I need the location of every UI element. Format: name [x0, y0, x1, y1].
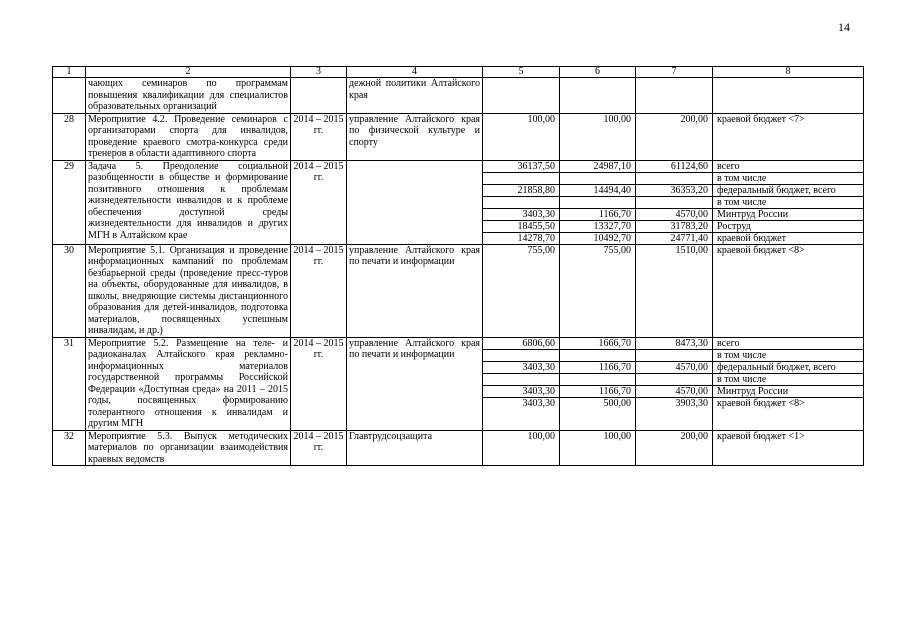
funding-source: Роструд: [713, 220, 863, 232]
col-header: 3: [291, 67, 347, 78]
funding-line: [483, 232, 559, 244]
value-2015-cell: [560, 337, 636, 430]
funding-line: [713, 431, 863, 442]
value-2015: 24987,10: [560, 161, 635, 173]
value-2015: 10492,70: [593, 232, 631, 244]
funding-line: [560, 397, 635, 409]
col-header: 5: [483, 67, 560, 78]
funding-line: [636, 385, 712, 397]
funding-source: в том числе: [713, 373, 863, 385]
value-total: 3903,30: [675, 397, 708, 409]
funding-line: [560, 338, 635, 350]
funding-subtable: [483, 431, 559, 442]
row-number: [53, 78, 86, 114]
table-row: [53, 160, 864, 244]
table-row: [53, 430, 864, 466]
value-2014: [483, 373, 559, 385]
activity-name: Задача 5. Преодоление социальной разобщенности в обществе и формирование позитивного отношения к проблемам жизнедеятельности инвалидов и к проблеме обеспечения доступной среды жизнедеятельности для инвалидов и других МГН в Алтайском крае: [86, 160, 291, 244]
funding-subtable: [560, 114, 635, 125]
activity-name: чающих семинаров по программам повышения квалификации для специалистов образовательных организаций: [86, 78, 291, 114]
page-number: 14: [838, 20, 850, 34]
value-total-cell: [636, 113, 713, 160]
funding-line: [483, 431, 559, 442]
funding-source: краевой бюджет <7>: [717, 113, 805, 125]
value-total-cell: [636, 78, 713, 114]
value-2015: 13327,70: [560, 220, 635, 232]
funding-line: [560, 232, 635, 244]
funding-line: [560, 361, 635, 373]
funding-line: [560, 431, 635, 442]
funding-line: [713, 373, 863, 385]
executor: управление Алтайского края по печати и информации: [347, 244, 483, 337]
funding-line: [483, 220, 559, 232]
funding-subtable: [483, 114, 559, 125]
value-total: 8473,30: [636, 338, 712, 350]
funding-source: краевой бюджет: [717, 232, 786, 244]
value-2014: 755,00: [527, 244, 555, 256]
funding-subtable: [713, 78, 863, 89]
funding-subtable: [636, 245, 712, 256]
value-2015-cell: [560, 113, 636, 160]
value-total: 4570,00: [636, 361, 712, 373]
value-total: [636, 373, 712, 385]
funding-source: федеральный бюджет, всего: [713, 361, 863, 373]
funding-line: [713, 220, 863, 232]
funding-line: [636, 161, 712, 173]
funding-subtable: [713, 114, 863, 125]
value-total: 4570,00: [636, 385, 712, 397]
funding-line: [483, 338, 559, 350]
funding-line: [713, 208, 863, 220]
activity-name: Мероприятие 5.1. Организация и проведение информационных кампаний по проблемам безбарьерной среды (проведение пресс-туров на объекты, оборудованные для инвалидов, в школы, внедряющие системы дистанционного образования для детей-инвалидов, подготовка материалов, посвященных успешным инвалидам, и др.): [86, 244, 291, 337]
value-2015: 100,00: [603, 113, 631, 125]
funding-line: [713, 196, 863, 208]
funding-source: Минтруд России: [713, 208, 863, 220]
program-table: [52, 66, 864, 466]
value-2015-cell: [560, 78, 636, 114]
value-2014-cell: [483, 113, 560, 160]
value-2014: 100,00: [527, 430, 555, 442]
funding-source: [713, 78, 863, 89]
value-total-cell: [636, 244, 713, 337]
funding-source-cell: [713, 160, 864, 244]
funding-line: [560, 172, 635, 184]
funding-source: краевой бюджет <8>: [717, 244, 805, 256]
funding-source-cell: [713, 430, 864, 466]
funding-line: [636, 361, 712, 373]
col-header: 7: [636, 67, 713, 78]
funding-line: [636, 349, 712, 361]
value-2014-cell: [483, 337, 560, 430]
table-row: [53, 113, 864, 160]
funding-line: [636, 208, 712, 220]
funding-line: [713, 397, 863, 409]
value-2014-cell: [483, 160, 560, 244]
value-2015: 755,00: [603, 244, 631, 256]
funding-line: [713, 361, 863, 373]
table-row: [53, 78, 864, 114]
activity-name: Мероприятие 5.3. Выпуск методических материалов по организации взаимодействия краевых ведомств: [86, 430, 291, 466]
period: [291, 78, 347, 114]
value-2015: 1166,70: [560, 208, 635, 220]
executor: [347, 160, 483, 244]
funding-subtable: [483, 161, 559, 244]
value-total: [636, 78, 712, 89]
period: 2014 – 2015 гг.: [291, 244, 347, 337]
value-2014: [483, 172, 559, 184]
value-2014: [483, 196, 559, 208]
executor: Главтрудсоцзащита: [347, 430, 483, 466]
value-2014: 18455,50: [483, 220, 559, 232]
funding-line: [636, 184, 712, 196]
activity-name: Мероприятие 4.2. Проведение семинаров с организаторами спорта для инвалидов, проведение краевого смотра-конкурса среди тренеров в области адаптивного спорта: [86, 113, 291, 160]
funding-line: [560, 196, 635, 208]
period: 2014 – 2015 гг.: [291, 430, 347, 466]
funding-line: [636, 114, 712, 125]
funding-line: [560, 349, 635, 361]
value-2014-cell: [483, 78, 560, 114]
period: 2014 – 2015 гг.: [291, 337, 347, 430]
value-2015-cell: [560, 160, 636, 244]
funding-line: [483, 172, 559, 184]
value-2014: 21858,80: [483, 184, 559, 196]
activity-name: Мероприятие 5.2. Размещение на теле- и радиоканалах Алтайского края рекламно-информационных материалов государственной программы Российской Федерации «Доступная среда» на 2011 – 2015 годы, посвященных формированию толерантного отношения к инвалидам и другим МГН: [86, 337, 291, 430]
funding-line: [713, 349, 863, 361]
value-2014: 3403,30: [522, 397, 555, 409]
funding-line: [483, 385, 559, 397]
funding-subtable: [636, 338, 712, 409]
value-total-cell: [636, 430, 713, 466]
funding-source-cell: [713, 78, 864, 114]
funding-subtable: [560, 78, 635, 89]
funding-line: [560, 220, 635, 232]
col-header: 4: [347, 67, 483, 78]
funding-subtable: [560, 245, 635, 256]
funding-line: [483, 349, 559, 361]
funding-line: [636, 431, 712, 442]
funding-subtable: [483, 78, 559, 89]
funding-source: в том числе: [713, 172, 863, 184]
executor: управление Алтайского края по печати и информации: [347, 337, 483, 430]
value-total: [636, 172, 712, 184]
funding-subtable: [713, 338, 863, 409]
value-total-cell: [636, 337, 713, 430]
table-row: [53, 244, 864, 337]
funding-line: [560, 245, 635, 256]
funding-subtable: [713, 245, 863, 256]
funding-subtable: [636, 431, 712, 442]
funding-line: [636, 338, 712, 350]
value-2015: 500,00: [603, 397, 631, 409]
funding-subtable: [483, 338, 559, 409]
value-total: 4570,00: [636, 208, 712, 220]
col-header: 2: [86, 67, 291, 78]
funding-line: [636, 397, 712, 409]
funding-line: [713, 232, 863, 244]
value-total-cell: [636, 160, 713, 244]
executor: дежной политики Алтайского края: [347, 78, 483, 114]
col-header: 1: [53, 67, 86, 78]
executor: управление Алтайского края по физической культуре и спорту: [347, 113, 483, 160]
value-2014: 3403,30: [483, 385, 559, 397]
value-2014: [483, 349, 559, 361]
funding-line: [636, 196, 712, 208]
funding-source-cell: [713, 113, 864, 160]
funding-line: [560, 114, 635, 125]
funding-subtable: [560, 431, 635, 442]
funding-line: [713, 245, 863, 256]
funding-source: краевой бюджет <8>: [717, 397, 805, 409]
period: 2014 – 2015 гг.: [291, 113, 347, 160]
value-2015: [560, 196, 635, 208]
value-2014: 14278,70: [517, 232, 555, 244]
funding-subtable: [636, 161, 712, 244]
funding-line: [483, 114, 559, 125]
funding-line: [713, 338, 863, 350]
funding-line: [636, 373, 712, 385]
value-2014: 3403,30: [483, 361, 559, 373]
value-total: 200,00: [680, 430, 708, 442]
value-2015: [560, 349, 635, 361]
value-2015: 100,00: [603, 430, 631, 442]
row-number: 32: [53, 430, 86, 466]
row-number: 29: [53, 160, 86, 244]
header-row: [53, 67, 864, 78]
value-2014: [483, 78, 559, 89]
period: 2014 – 2015 гг.: [291, 160, 347, 244]
funding-subtable: [483, 245, 559, 256]
value-2015: 1166,70: [560, 361, 635, 373]
value-2014: 3403,30: [483, 208, 559, 220]
col-header: 8: [713, 67, 864, 78]
funding-subtable: [636, 78, 712, 89]
value-2015: 1166,70: [560, 385, 635, 397]
funding-subtable: [636, 114, 712, 125]
funding-line: [560, 161, 635, 173]
funding-line: [483, 184, 559, 196]
funding-subtable: [713, 431, 863, 442]
funding-source: в том числе: [713, 349, 863, 361]
funding-source: всего: [713, 161, 863, 173]
value-total: 200,00: [680, 113, 708, 125]
value-total: 31783,20: [636, 220, 712, 232]
funding-source: федеральный бюджет, всего: [713, 184, 863, 196]
funding-line: [636, 232, 712, 244]
funding-source-cell: [713, 244, 864, 337]
funding-line: [483, 373, 559, 385]
value-2015: [560, 78, 635, 89]
row-number: 31: [53, 337, 86, 430]
value-total: [636, 196, 712, 208]
funding-line: [636, 78, 712, 89]
col-header: 6: [560, 67, 636, 78]
value-total: 1510,00: [675, 244, 708, 256]
funding-line: [560, 184, 635, 196]
funding-subtable: [560, 161, 635, 244]
funding-line: [713, 161, 863, 173]
funding-line: [483, 161, 559, 173]
value-2015: 1666,70: [560, 338, 635, 350]
funding-line: [713, 184, 863, 196]
value-2014: 36137,50: [483, 161, 559, 173]
funding-source: в том числе: [713, 196, 863, 208]
funding-line: [713, 172, 863, 184]
funding-source: всего: [713, 338, 863, 350]
funding-line: [636, 220, 712, 232]
value-2015: 14494,40: [560, 184, 635, 196]
funding-subtable: [560, 338, 635, 409]
funding-line: [560, 373, 635, 385]
value-2014: 100,00: [527, 113, 555, 125]
funding-source: Минтруд России: [713, 385, 863, 397]
funding-line: [483, 196, 559, 208]
row-number: 28: [53, 113, 86, 160]
value-2014-cell: [483, 430, 560, 466]
funding-line: [483, 361, 559, 373]
value-total: 61124,60: [636, 161, 712, 173]
value-total: 36353,20: [636, 184, 712, 196]
value-2015-cell: [560, 430, 636, 466]
funding-line: [713, 78, 863, 89]
funding-subtable: [713, 161, 863, 244]
value-2014-cell: [483, 244, 560, 337]
table-row: [53, 337, 864, 430]
row-number: 30: [53, 244, 86, 337]
funding-source: краевой бюджет <1>: [717, 430, 805, 442]
value-2014: 6806,60: [483, 338, 559, 350]
funding-line: [560, 385, 635, 397]
funding-line: [483, 208, 559, 220]
funding-line: [560, 208, 635, 220]
value-total: [636, 349, 712, 361]
value-2015: [560, 172, 635, 184]
funding-line: [483, 397, 559, 409]
funding-source-cell: [713, 337, 864, 430]
funding-line: [483, 78, 559, 89]
funding-line: [636, 172, 712, 184]
funding-line: [483, 245, 559, 256]
funding-line: [713, 385, 863, 397]
value-2015-cell: [560, 244, 636, 337]
funding-line: [560, 78, 635, 89]
value-total: 24771,40: [670, 232, 708, 244]
funding-line: [713, 114, 863, 125]
funding-line: [636, 245, 712, 256]
value-2015: [560, 373, 635, 385]
